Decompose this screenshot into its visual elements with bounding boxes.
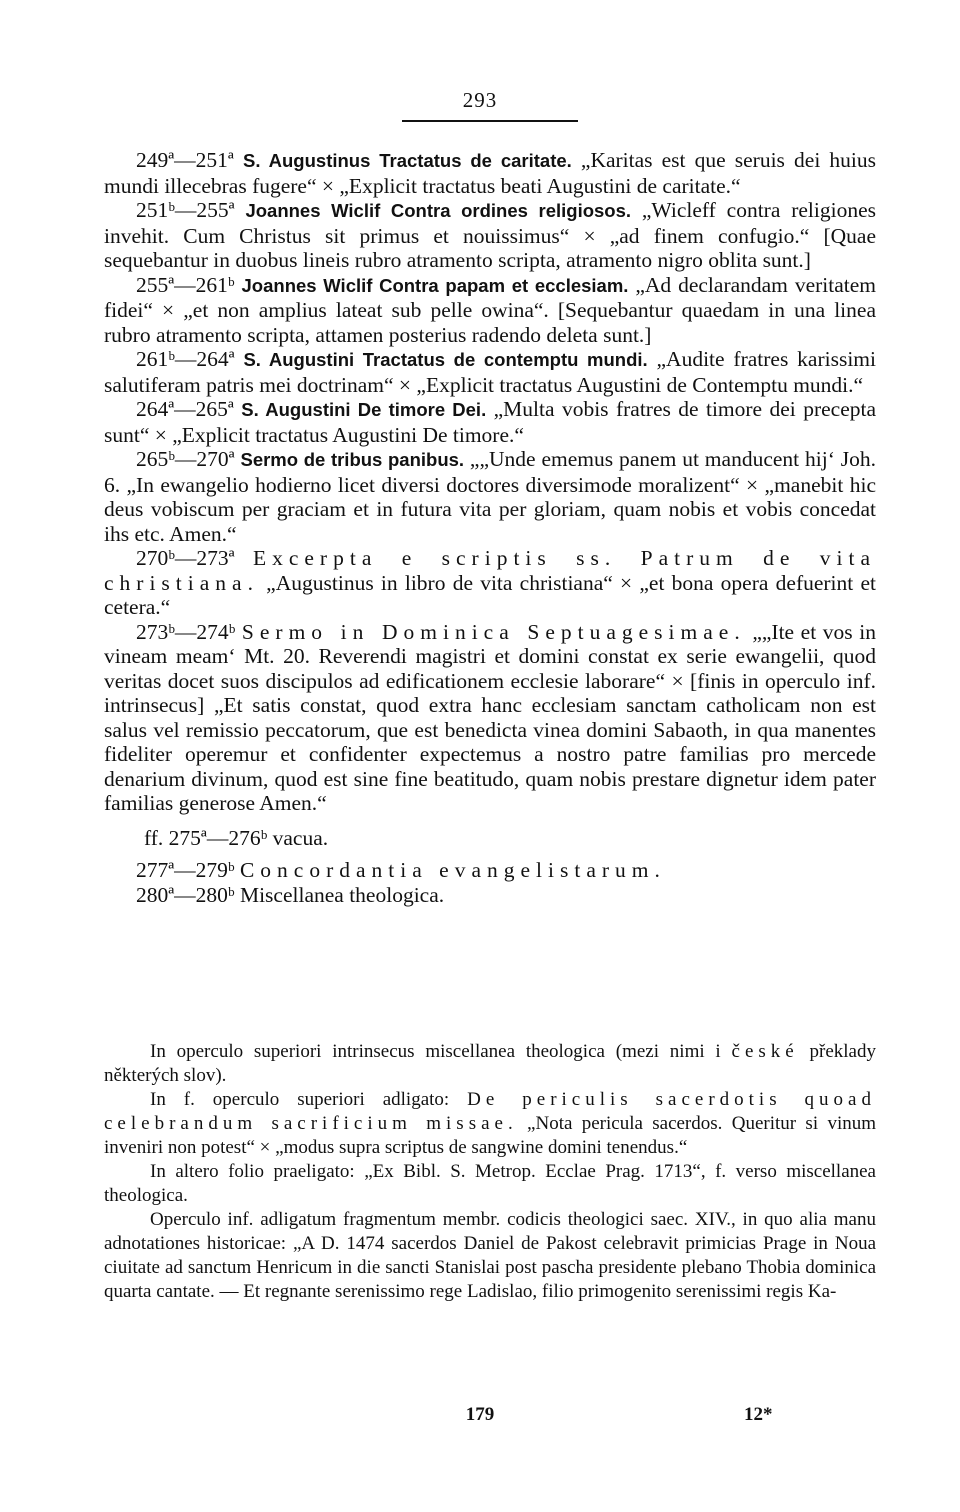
note-title-spaced: české xyxy=(731,1041,799,1062)
entry-title: S. Augustini Tractatus de contemptu mundi. xyxy=(243,349,648,370)
catalog-entry xyxy=(104,397,876,447)
catalog-entry xyxy=(104,347,876,397)
note-text: překlady některých slov). xyxy=(104,1041,876,1086)
folio-range: 251ᵇ—255ª xyxy=(136,198,235,222)
note-text: „Nota pericula sacerdos. Queritur si vinum inveniri non potest“ × „modus supra scriptus de sangwine domini tenendus.“ xyxy=(104,1113,876,1158)
entry-title: S. Augustinus Tractatus de caritate. xyxy=(242,150,572,171)
entry-text: „Multa vobis fratres de timore dei precepta sunt“ × „Explicit tractatus Augustini De timore.“ xyxy=(104,397,876,447)
entry-text: „Karitas est que seruis dei huius mundi illecebras fugere“ × „Explicit tractatus beati Augustini de caritate.“ xyxy=(104,148,876,198)
catalog-entry xyxy=(104,198,876,273)
note-paragraph xyxy=(104,1160,876,1208)
note-paragraph xyxy=(104,1208,876,1304)
entry-text: „Wicleff contra religiones invehit. Cum Christus sit primus et nouissimus“ × „ad finem confugio.“ [Quae sequebantur in duobus lineis rubro atramento scripta, atramento nigro oblita sunt.] xyxy=(104,198,876,272)
catalog-entries xyxy=(104,148,876,907)
vacua-line: ff. 275ª—276ᵇ vacua. xyxy=(144,825,329,850)
folio-range: 265ᵇ—270ª xyxy=(136,447,235,471)
catalog-entry xyxy=(104,447,876,546)
entry-title-spaced: Excerpta e scriptis ss. Patrum de vita christiana. xyxy=(104,546,876,595)
note-paragraph xyxy=(104,1040,876,1088)
note-paragraph xyxy=(104,1088,876,1160)
folio-range: 264ª—265ª xyxy=(136,397,234,421)
catalog-entry xyxy=(104,620,876,816)
note-title-spaced: De periculis sacerdotis quoad celebrandum sacrificium missae. xyxy=(104,1089,876,1134)
folio-range: 249ª—251ª xyxy=(136,148,234,172)
footer-page-number: 179 xyxy=(465,1404,495,1425)
entry-text: „Augustinus in libro de vita christiana“ × „et bona opera defuerint et cetera.“ xyxy=(104,570,876,619)
entry-text: Miscellanea theologica. xyxy=(239,882,445,907)
entry-text: „Ad declarandam veritatem fidei“ × „et non amplius lateat sub pelle owina“. [Sequebantur quaedam in una linea rubro atramento scripta, attamen posterius radendo deleta sunt.] xyxy=(104,272,877,347)
folio-range: 255ª—261ᵇ xyxy=(136,272,235,297)
folio-range: 277ª—279ᵇ xyxy=(136,858,235,882)
entry-text: „„Unde ememus panem ut manducent hij‘ Joh. 6. „In ewangelio hodierno licet diversi doctores diversimode moralizent“ × „manebit hic deus vobiscum per graciam et in futura vita per gloriam, quam nobis et vobis concedat ihs etc. Amen.“ xyxy=(104,447,876,546)
footer-signature: 12* xyxy=(744,1404,773,1425)
folio-range: 280ª—280ᵇ xyxy=(136,882,235,907)
folio-range: 270ᵇ—273ª xyxy=(136,546,235,570)
folio-range: 273ᵇ—274ᵇ xyxy=(136,619,236,644)
header-rule xyxy=(402,120,578,122)
entry-title: Sermo de tribus panibus. xyxy=(240,449,465,470)
entry-title: S. Augustini De timore Dei. xyxy=(241,399,487,420)
entry-title: Joannes Wiclif Contra ordines religiosos. xyxy=(245,200,632,221)
page-number: 293 xyxy=(462,88,498,112)
entry-title: Joannes Wiclif Contra papam et ecclesiam. xyxy=(241,274,629,296)
note-text: In altero folio praeligato: „Ex Bibl. S. Metrop. Ecclae Prag. 1713“, f. verso miscellanea theologica. xyxy=(104,1161,876,1206)
catalog-entry xyxy=(104,858,876,883)
note-text: In operculo superiori intrinsecus miscellanea theologica (mezi nimi i xyxy=(150,1041,732,1062)
entry-text: „„Ite et vos in vineam meam‘ Mt. 20. Reverendi magistri et domini constat ex serie ewangelii, quod veritas docet suos discipulos ad edificationem ecclesie laborare“ × [finis in operculo inf. intrinsecus] „Et satis constat, quod extra hanc ecclesiam sanctam catholicam non est salus vel remissio peccatorum, que est benedicta vinea domini Sabaoth, in qua manentes fideliter operemur et confidenter expectemus a nostro patre familias pro mercede denarium divinum, quod est sine fine beatitudo, quam nobis prestare dignetur idem pater familias generose Amen.“ xyxy=(104,619,877,815)
catalog-entry xyxy=(104,273,876,348)
entry-title-spaced: Sermo in Dominica Septuagesimae. xyxy=(241,619,746,644)
notes xyxy=(104,1040,876,1304)
note-text: In f. operculo superiori adligato: xyxy=(150,1089,468,1110)
catalog-entry xyxy=(104,546,876,620)
entry-title-spaced: Concordantia evangelistarum. xyxy=(239,858,666,882)
catalog-entry xyxy=(104,148,876,198)
entry-text: „Audite fratres karissimi salutiferam patris mei doctrinam“ × „Explicit tractatus Augustini de Contemptu mundi.“ xyxy=(104,347,877,397)
folio-range: 261ᵇ—264ª xyxy=(136,347,235,371)
catalog-entry xyxy=(104,883,876,908)
note-text: Operculo inf. adligatum fragmentum membr. codicis theologici saec. XIV., in quo alia manu adnotationes historicae: „A D. 1474 sacerdos Daniel de Pakost celebravit primicias Prage in Noua ciuitate ad sanctum Henricum in die sancti Stanislai post pascha presidente plebano Thobia dominica quarta cantate. — Et regnante serenissimo rege Ladislao, filio primogenito serenissimi regis Ka- xyxy=(104,1209,876,1302)
